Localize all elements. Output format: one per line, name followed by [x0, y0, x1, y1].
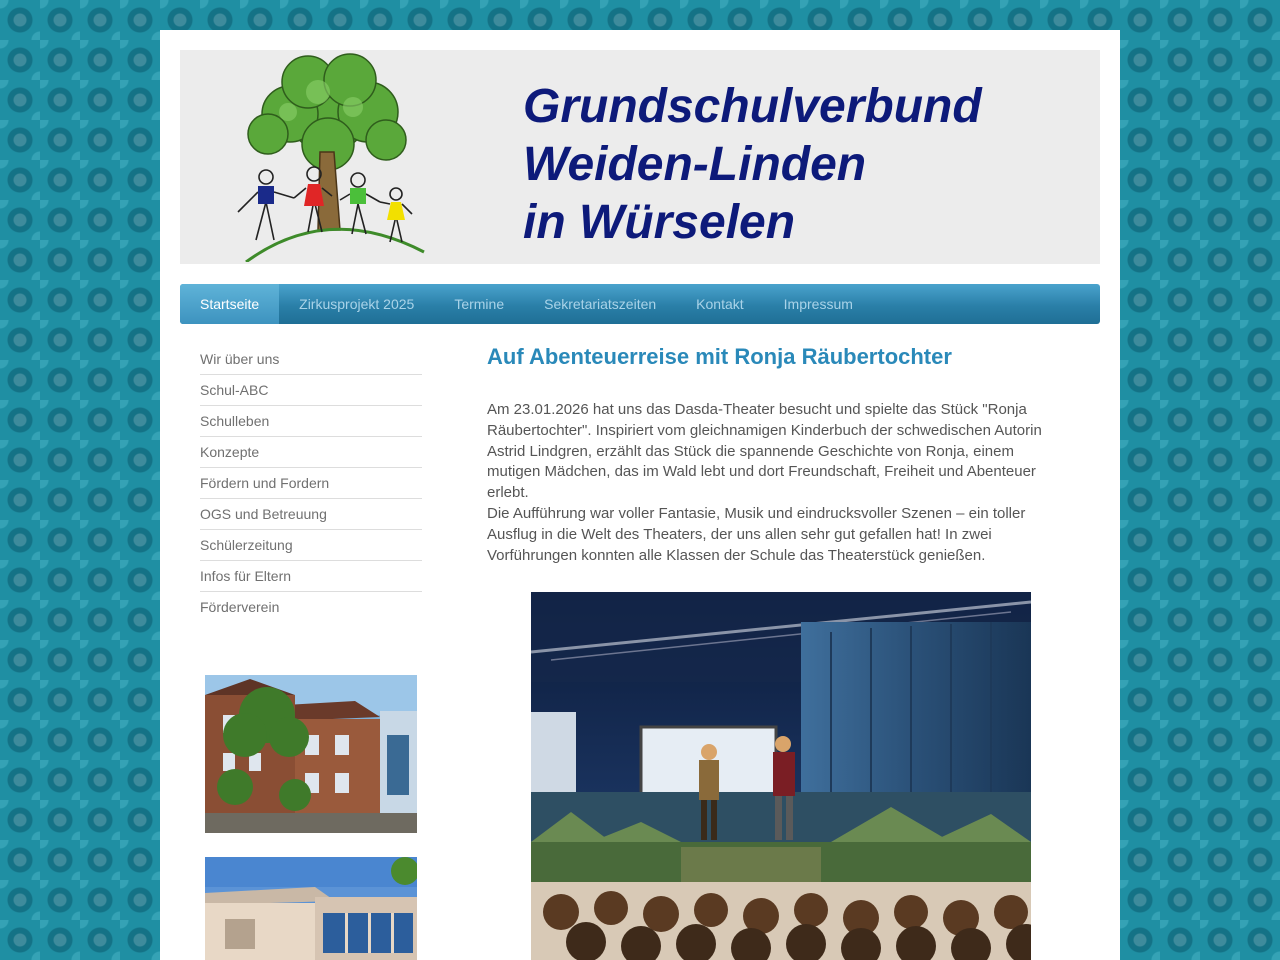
- sidebar-navigation: [200, 344, 422, 622]
- school-building-photo: [205, 675, 417, 833]
- main-navigation: [180, 284, 1100, 324]
- nav-item-zirkusprojekt[interactable]: Zirkusprojekt 2025: [299, 296, 415, 312]
- sidebar-item-schulleben[interactable]: Schulleben: [200, 406, 422, 437]
- title-line-3: in Würselen: [523, 196, 796, 249]
- article-paragraph-2: Die Aufführung war voller Fantasie, Musik und eindrucksvoller Szenen – ein toller Ausflug in die Welt des Theaters, der uns allen sehr gut gefallen hat! In zwei Vorführungen konnten alle Klassen der Schule das Theaterstück genießen.: [487, 504, 1026, 564]
- main-content: [487, 342, 1067, 566]
- sidebar-item-schul-abc[interactable]: Schul-ABC: [200, 375, 422, 406]
- nav-item-termine[interactable]: Termine: [454, 296, 505, 312]
- sidebar-item-foerdern[interactable]: Fördern und Fordern: [200, 468, 422, 499]
- sidebar-item-ogs[interactable]: OGS und Betreuung: [200, 499, 422, 530]
- site-title: [523, 78, 982, 252]
- school-logo[interactable]: [228, 52, 428, 262]
- article-heading: Auf Abenteuerreise mit Ronja Räubertochter: [487, 344, 952, 369]
- theater-photo[interactable]: [531, 592, 1031, 960]
- site-header: [180, 50, 1100, 264]
- nav-item-startseite[interactable]: Startseite: [180, 284, 279, 324]
- sidebar-item-schuelerzeitung[interactable]: Schülerzeitung: [200, 530, 422, 561]
- sidebar-item-wir-ueber-uns[interactable]: Wir über uns: [200, 344, 422, 375]
- sidebar-item-infos-eltern[interactable]: Infos für Eltern: [200, 561, 422, 592]
- school-annex-photo: [205, 857, 417, 960]
- article-paragraph-1: Am 23.01.2026 hat uns das Dasda-Theater besucht und spielte das Stück "Ronja Räubertochter". Inspiriert vom gleichnamigen Kinderbuch der schwedischen Autorin Astrid Lindgren, erzählt das Stück die spannende Geschichte von Ronja, einem mutigen Mädchen, das im Wald lebt und dort Freundschaft, Freiheit und Abenteuer erlebt.: [487, 401, 1042, 502]
- page-container: [160, 30, 1120, 960]
- sidebar-item-konzepte[interactable]: Konzepte: [200, 437, 422, 468]
- nav-item-kontakt[interactable]: Kontakt: [696, 296, 744, 312]
- title-line-2: Weiden-Linden: [523, 138, 867, 191]
- nav-item-impressum[interactable]: Impressum: [783, 296, 853, 312]
- title-line-1: Grundschulverbund: [523, 80, 982, 133]
- sidebar-item-foerderverein[interactable]: Förderverein: [200, 599, 280, 615]
- nav-item-sekretariatszeiten[interactable]: Sekretariatszeiten: [544, 296, 657, 312]
